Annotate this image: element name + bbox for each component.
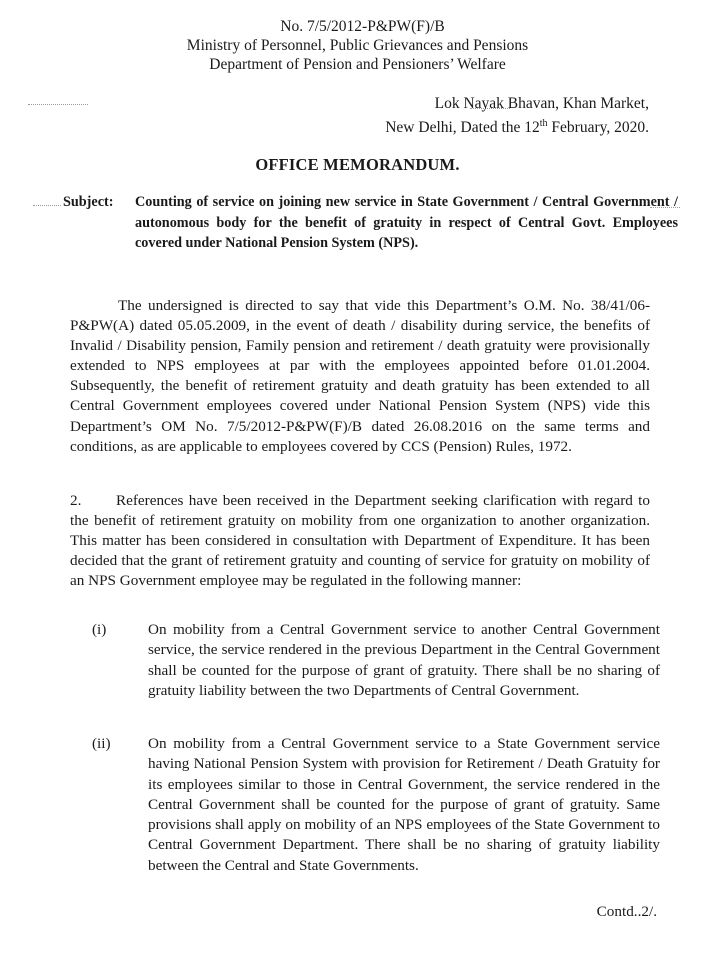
list-item-text: On mobility from a Central Government service to a State Government service having National Pension System with provision for Retirement / Death Gratuity for its employees similar to those in Central Government, the service rendered in the Central Government shall be counted for the purpose of grant of gratuity. Same provisions shall apply on mobility of an NPS employees of the State Government to Central Government Department. There shall be no sharing of gratuity liability between the Central and State Governments.	[148, 735, 660, 874]
list-item	[92, 620, 660, 701]
department-name: Department of Pension and Pensioners’ Welfare	[209, 56, 506, 73]
ministry-name: Ministry of Personnel, Public Grievances and Pensions	[186, 37, 529, 54]
reference-number: No. 7/5/2012-P&PW(F)/B	[280, 18, 445, 35]
paragraph-1: The undersigned is directed to say that vide this Department’s O.M. No. 38/41/06-P&PW(A) dated 05.05.2009, in the event of death / disability during service, the benefits of Invalid / Disability pension, Family pension and retirement / death gratuity were provisionally extended to NPS employees at par with the employees appointed before 01.01.2004. Subsequently, the benefit of retirement gratuity and death gratuity has been extended to all Central Government employees covered under National Pension System (NPS) vide this Department’s OM No. 7/5/2012-P&PW(F)/B dated 26.08.2016 on the same terms and conditions, as are applicable to employees covered by CCS (Pension) Rules, 1972.	[70, 297, 650, 455]
subject-block	[63, 192, 678, 254]
paragraph-2-text: References have been received in the Department seeking clarification with regard to the benefit of retirement gratuity on mobility from one organization to another organization. This matter has been considered in consultation with Department of Expenditure. It has been decided that the grant of retirement gratuity and counting of service for gratuity on mobility of an NPS Government employee may be regulated in the following manner:	[70, 492, 650, 590]
list-item-number: (ii)	[92, 735, 111, 752]
scan-artifact	[33, 205, 61, 206]
date-suffix: th	[539, 118, 548, 129]
date-line	[385, 115, 649, 137]
address-line: Lok Nayak Bhavan, Khan Market,	[434, 95, 649, 112]
subject-text: Counting of service on joining new service in State Government / Central Government / autonomous body for the benefit of gratuity in respect of Central Govt. Employees covered under National Pension System (NPS).	[135, 194, 678, 251]
memorandum-title: OFFICE MEMORANDUM.	[255, 155, 460, 174]
list-item-text: On mobility from a Central Government service to another Central Government service, the service rendered in the previous Department in the Central Government shall be counted for the purpose of grant of gratuity. There shall be no sharing of gratuity liability between the two Departments of Central Government.	[148, 621, 660, 699]
list-item-number: (i)	[92, 621, 107, 638]
date-prefix: New Delhi, Dated the 12	[385, 119, 540, 137]
subject-label: Subject:	[63, 194, 114, 210]
date-month-year: February, 2020.	[547, 119, 649, 137]
paragraph-2-number: 2.	[70, 492, 82, 509]
list-item	[92, 734, 660, 876]
paragraph-2	[70, 491, 650, 591]
continuation-note: Contd..2/.	[596, 903, 657, 920]
scan-artifact	[28, 104, 88, 105]
